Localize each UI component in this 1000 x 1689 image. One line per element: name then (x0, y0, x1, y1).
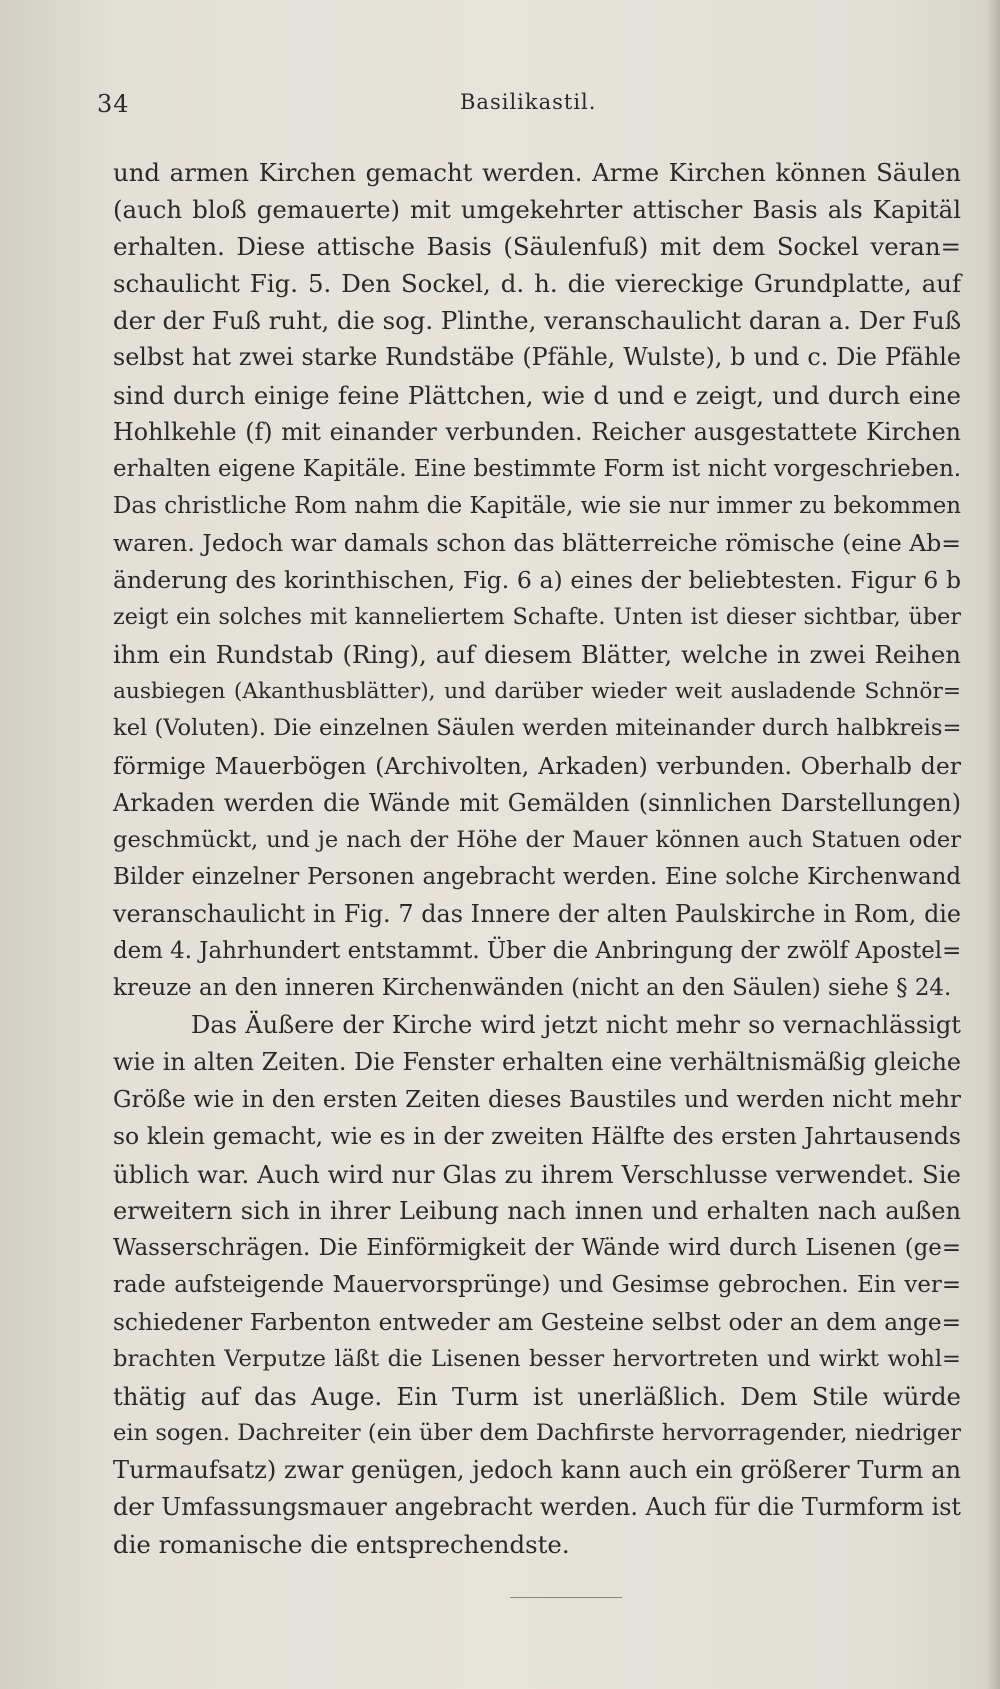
text-line: der der Fuß ruht, die sog. Plinthe, veranschaulicht daran a. Der Fuß (113, 306, 962, 336)
text-line: Turmaufsatz) zwar genügen, jedoch kann auch ein größerer Turm an (113, 1456, 961, 1485)
text-line: und armen Kirchen gemacht werden. Arme Kirchen können Säulen (113, 158, 961, 187)
text-line: kel (Voluten). Die einzelnen Säulen werden miteinander durch halbkreis= (113, 715, 962, 742)
text-line: erhalten eigene Kapitäle. Eine bestimmte Form ist nicht vorgeschrieben. (113, 455, 961, 482)
text-line: rade aufsteigende Mauervorsprünge) und Gesimse gebrochen. Ein ver= (113, 1271, 961, 1298)
page-number: 34 (97, 90, 130, 118)
text-line: sind durch einige feine Plättchen, wie d und e zeigt, und durch eine (113, 380, 961, 410)
text-line: Das christliche Rom nahm die Kapitäle, wie sie nur immer zu bekommen (113, 492, 961, 519)
text-line: der Umfassungsmauer angebracht werden. Auch für die Turmform ist (113, 1493, 961, 1522)
section-divider-rule (510, 1597, 622, 1598)
text-line: Arkaden werden die Wände mit Gemälden (sinnlichen Darstellungen) (113, 788, 961, 817)
text-line: wie in alten Zeiten. Die Fenster erhalten eine verhältnismäßig gleiche (113, 1048, 961, 1077)
running-head: Basilikastil. (460, 90, 597, 114)
text-line: selbst hat zwei starke Rundstäbe (Pfähle, Wulste), b und c. Die Pfähle (113, 343, 961, 372)
text-line: die romanische die entsprechendste. (113, 1530, 570, 1560)
text-line: zeigt ein solches mit kanneliertem Schafte. Unten ist dieser sichtbar, über (113, 604, 961, 631)
text-line: waren. Jedoch war damals schon das blätterreiche römische (eine Ab= (113, 528, 961, 557)
text-line: schaulicht Fig. 5. Den Sockel, d. h. die viereckige Grundplatte, auf (113, 269, 961, 299)
text-line: thätig auf das Auge. Ein Turm ist unerläßlich. Dem Stile würde (113, 1382, 961, 1412)
text-line: so klein gemacht, wie es in der zweiten Hälfte des ersten Jahrtausends (113, 1122, 961, 1151)
text-line: ihm ein Rundstab (Ring), auf diesem Blätter, welche in zwei Reihen (113, 640, 961, 670)
text-line: erweitern sich in ihrer Leibung nach innen und erhalten nach außen (113, 1196, 961, 1225)
text-line: erhalten. Diese attische Basis (Säulenfuß) mit dem Sockel veran= (113, 232, 961, 262)
text-line: ein sogen. Dachreiter (ein über dem Dachfirste hervorragender, niedriger (113, 1420, 962, 1447)
text-line: (auch bloß gemauerte) mit umgekehrter attischer Basis als Kapitäl (113, 195, 961, 225)
text-line: Größe wie in den ersten Zeiten dieses Baustiles und werden nicht mehr (113, 1086, 961, 1114)
text-line: kreuze an den inneren Kirchenwänden (nicht an den Säulen) siehe § 24. (113, 975, 952, 1002)
text-line: geschmückt, und je nach der Höhe der Mauer können auch Statuen oder (113, 826, 961, 853)
text-line: üblich war. Auch wird nur Glas zu ihrem Verschlusse verwendet. Sie (113, 1159, 961, 1189)
text-line: dem 4. Jahrhundert entstammt. Über die Anbringung der zwölf Apostel= (113, 937, 962, 964)
text-line: änderung des korinthischen, Fig. 6 a) eines der beliebtesten. Figur 6 b (113, 566, 961, 595)
paragraph-start-line: Das Äußere der Kirche wird jetzt nicht mehr so vernachlässigt (191, 1011, 961, 1040)
text-line: Hohlkehle (f) mit einander verbunden. Reicher ausgestattete Kirchen (113, 417, 961, 446)
page-edge-shadow (986, 0, 1000, 1689)
text-line: förmige Mauerbögen (Archivolten, Arkaden) verbunden. Oberhalb der (113, 751, 961, 780)
body-text (113, 154, 961, 1564)
text-line: Wasserschrägen. Die Einförmigkeit der Wände wird durch Lisenen (ge= (113, 1234, 961, 1261)
text-line: brachten Verputze läßt die Lisenen besser hervortreten und wirkt wohl= (113, 1346, 961, 1372)
text-line: Bilder einzelner Personen angebracht werden. Eine solche Kirchenwand (113, 863, 961, 890)
text-line: ausbiegen (Akanthusblätter), und darüber wieder weit ausladende Schnör= (113, 679, 961, 705)
text-line: veranschaulicht in Fig. 7 das Innere der alten Paulskirche in Rom, die (113, 899, 961, 928)
text-line: schiedener Farbenton entweder am Gesteine selbst oder an dem ange= (113, 1308, 961, 1336)
